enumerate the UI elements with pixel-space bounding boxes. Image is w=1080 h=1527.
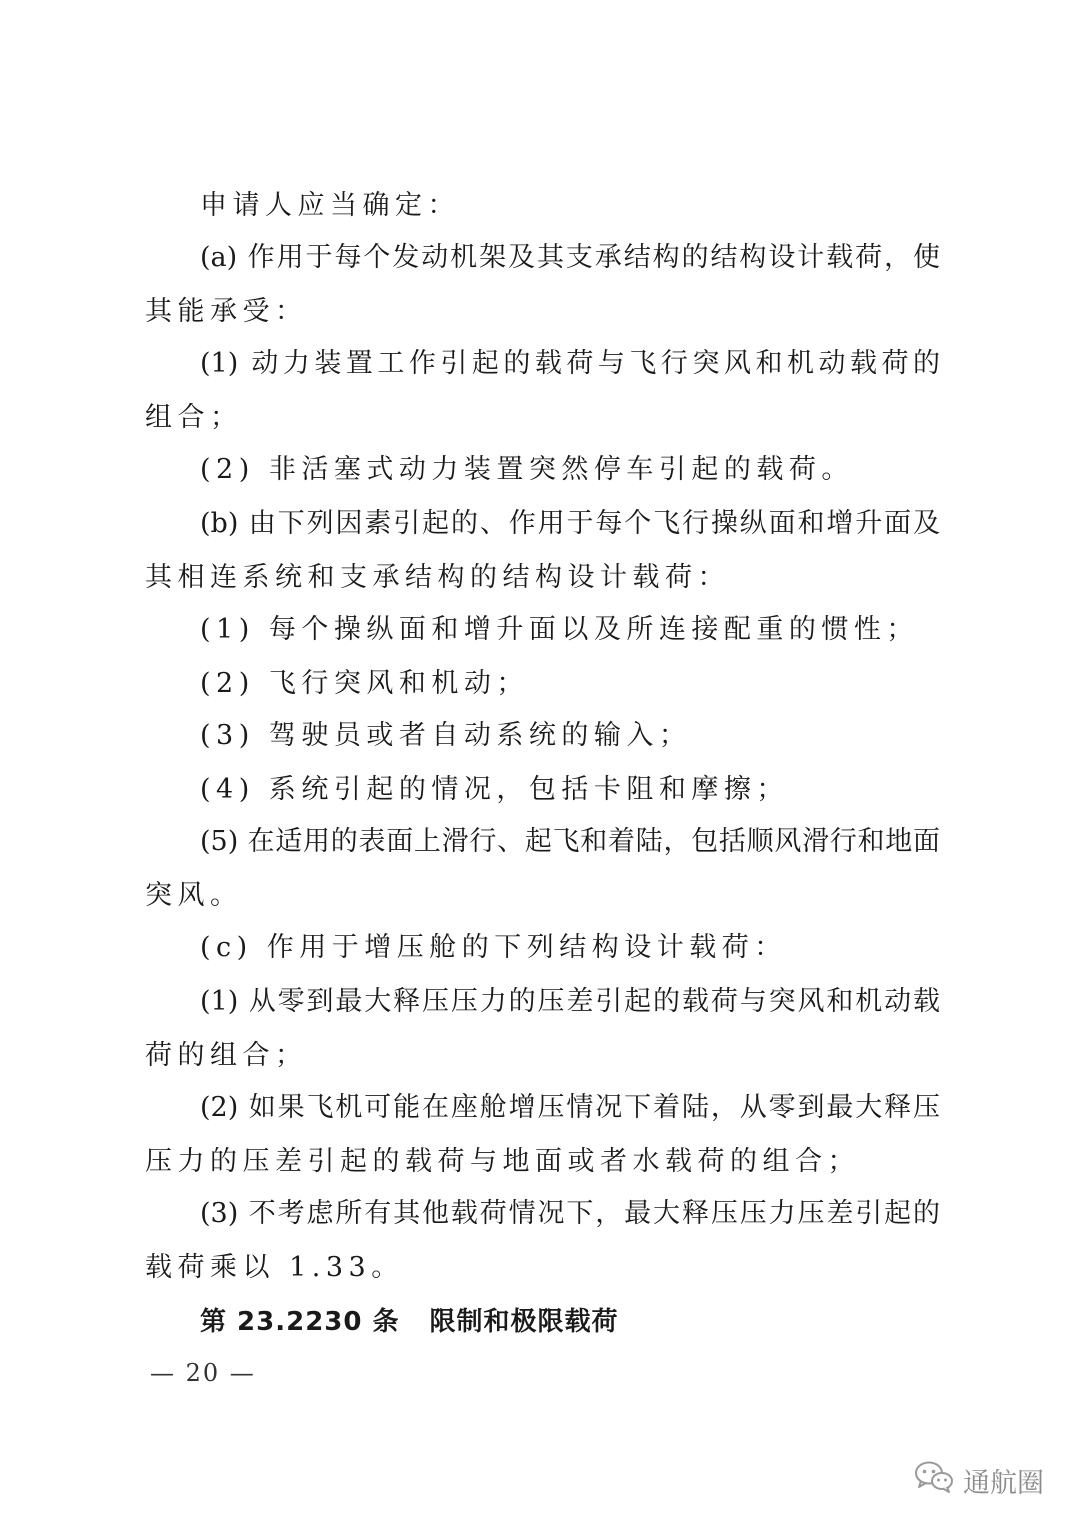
- text-line: (b) 由下列因素引起的、作用于每个飞行操纵面和增升面及: [200, 508, 940, 539]
- text-line: (1) 每个操纵面和增升面以及所连接配重的惯性；: [200, 614, 919, 645]
- text-line: (1) 动力装置工作引起的载荷与飞行突风和机动载荷的: [200, 348, 940, 379]
- text-line: 组合；: [145, 402, 243, 433]
- text-line: (3) 驾驶员或者自动系统的输入；: [200, 720, 692, 751]
- text-line: 突风。: [145, 880, 243, 911]
- text-line: 其相连系统和支承结构的结构设计载荷：: [145, 562, 730, 593]
- page-number: — 20 —: [150, 1359, 256, 1387]
- text-line: 压力的压差引起的载荷与地面或者水载荷的组合；: [145, 1146, 860, 1177]
- text-line: (a) 作用于每个发动机架及其支承结构的结构设计载荷，使: [200, 242, 940, 273]
- text-line: (2) 非活塞式动力装置突然停车引起的载荷。: [200, 454, 854, 485]
- text-line: 载荷乘以 1.33。: [145, 1252, 404, 1283]
- section-title: 限制和极限载荷: [429, 1307, 619, 1337]
- text-line: (3) 不考虑所有其他载荷情况下，最大释压压力压差引起的: [200, 1198, 940, 1229]
- text-line: (c) 作用于增压舱的下列结构设计载荷：: [200, 932, 787, 963]
- wechat-icon: [913, 1459, 963, 1502]
- section-heading: [200, 1304, 619, 1340]
- text-line: (2) 如果飞机可能在座舱增压情况下着陆，从零到最大释压: [200, 1092, 940, 1123]
- watermark-text: 通航圈: [963, 1467, 1044, 1499]
- text-line: 荷的组合；: [145, 1040, 308, 1071]
- watermark: [913, 1460, 1044, 1500]
- section-number: 第 23.2230 条: [200, 1307, 400, 1337]
- text-line: (1) 从零到最大释压压力的压差引起的载荷与突风和机动载: [200, 986, 940, 1017]
- text-line: 申请人应当确定：: [200, 190, 460, 221]
- text-line: (4) 系统引起的情况，包括卡阻和摩擦；: [200, 774, 789, 805]
- text-line: (2) 飞行突风和机动；: [200, 668, 529, 699]
- text-line: 其能承受：: [145, 296, 308, 327]
- text-line: (5) 在适用的表面上滑行、起飞和着陆，包括顺风滑行和地面: [200, 826, 940, 857]
